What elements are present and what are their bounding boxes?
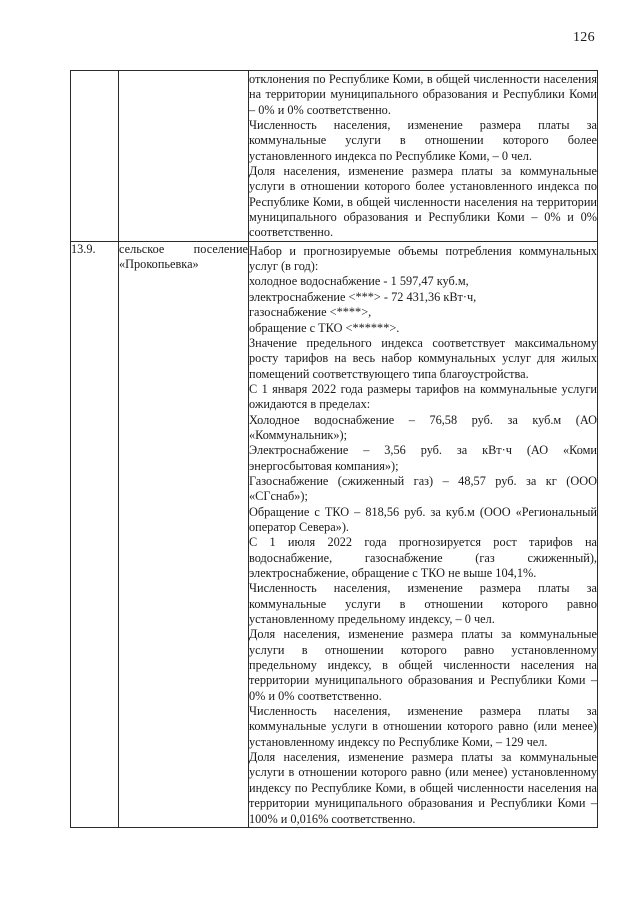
table-row xyxy=(71,71,598,242)
paragraph: отклонения по Республике Коми, в общей численности населения на территории муниципального образования и Республики Коми – 0% и 0% соответственно. xyxy=(249,72,597,117)
paragraph: Доля населения, изменение размера платы за коммунальные услуги в отношении которого более установленного индекса по Республике Коми, в общей численности населения на территории муниципального образования и Республики Коми – 0% и 0% соответственно. xyxy=(249,164,597,240)
paragraph: Доля населения, изменение размера платы за коммунальные услуги в отношении которого равно (или менее) установленному индексу по Республике Коми, в общей численности населения на территории муниципального образования и Республики Коми – 100% и 0,016% соответственно. xyxy=(249,750,597,826)
settlement-name-cell xyxy=(119,241,249,827)
paragraph: С 1 января 2022 года размеры тарифов на коммунальные услуги ожидаются в пределах: xyxy=(249,381,597,412)
paragraph: Численность населения, изменение размера платы за коммунальные услуги в отношении которого равно установленному предельному индексу, – 0 чел. xyxy=(249,581,597,627)
tariff-paragraph: Обращение с ТКО – 818,56 руб. за куб.м (ООО «Региональный оператор Севера»). xyxy=(249,504,597,534)
settlement-name-cell xyxy=(119,71,249,242)
volume-line: обращение с ТКО <******>. xyxy=(249,320,400,335)
tariff-paragraph: Электроснабжение – 3,56 руб. за кВт·ч (АО «Коми энергосбытовая компания»); xyxy=(249,443,597,473)
paragraph: С 1 июля 2022 года прогнозируется рост тарифов на водоснабжение, газоснабжение (газ сжиженный), электроснабжение, обращение с ТКО не выше 104,1%. xyxy=(249,535,597,580)
tariff-paragraph: Газоснабжение (сжиженный газ) – 48,57 руб. за кг (ООО «СГснаб»); xyxy=(249,473,597,504)
description-cell xyxy=(249,71,598,242)
intro-paragraph: Набор и прогнозируемые объемы потребления коммунальных услуг (в год): xyxy=(249,243,597,274)
volume-line: электроснабжение <***> - 72 431,36 кВт·ч, xyxy=(249,289,477,304)
document-table xyxy=(70,70,598,828)
description-cell xyxy=(249,241,598,827)
page-number: 126 xyxy=(573,30,595,45)
settlement-name-line: сельское поселение xyxy=(119,241,248,256)
row-number-cell xyxy=(71,241,119,827)
paragraph: Значение предельного индекса соответствует максимальному росту тарифов на весь набор коммунальных услуг для жилых помещений соответствующего типа благоустройства. xyxy=(249,335,597,381)
settlement-name-line: «Прокопьевка» xyxy=(119,257,199,272)
volume-line: газоснабжение <****>, xyxy=(249,305,372,320)
volume-line: холодное водоснабжение - 1 597,47 куб.м, xyxy=(249,274,469,289)
paragraph: Численность населения, изменение размера платы за коммунальные услуги в отношении которого более установленного индекса по Республике Коми, – 0 чел. xyxy=(249,118,597,163)
paragraph: Доля населения, изменение размера платы за коммунальные услуги в отношении которого равно установленному предельному индексу, в общей численности населения на территории муниципального образования и Республики Коми – 0% и 0% соответственно. xyxy=(249,627,597,703)
tariff-paragraph: Холодное водоснабжение – 76,58 руб. за куб.м (АО «Коммунальник»); xyxy=(249,412,597,442)
row-number-cell xyxy=(71,71,119,242)
paragraph: Численность населения, изменение размера платы за коммунальные услуги в отношении которого равно (или менее) установленному индексу по Республике Коми, – 129 чел. xyxy=(249,704,597,749)
table-row xyxy=(71,241,598,827)
row-number: 13.9. xyxy=(71,241,96,256)
